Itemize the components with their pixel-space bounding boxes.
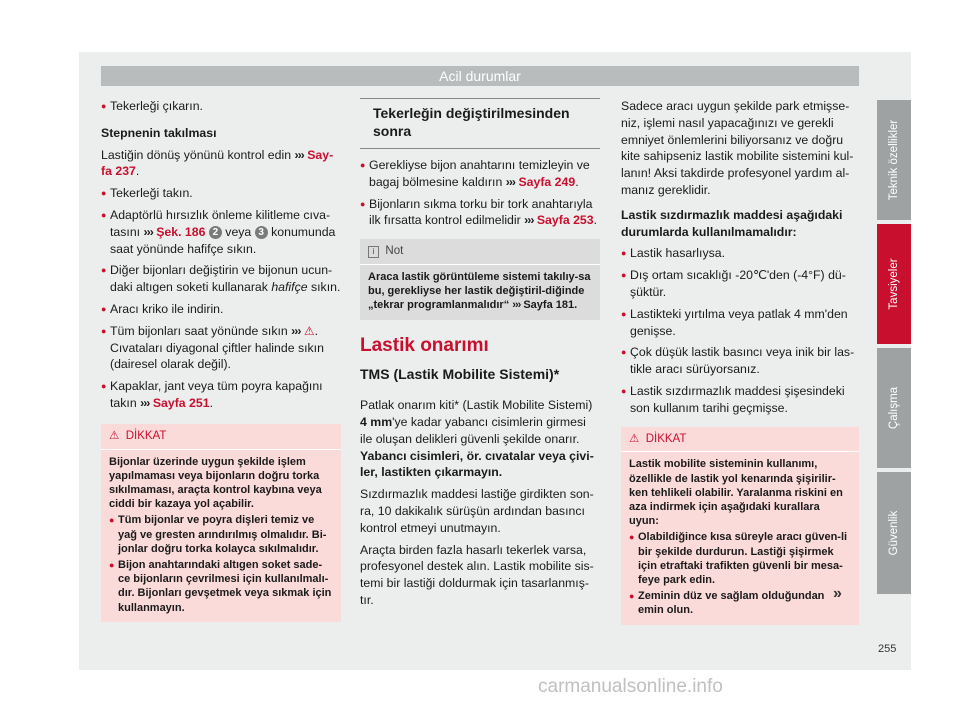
bullet-caps: ● Kapaklar, jant veya tüm poyra kapağını takın ››› Sayfa 251. [101,378,341,412]
tab-safety[interactable]: Güvenlik [877,472,911,594]
heading-do-not-use: Lastik sızdırmazlık maddesi aşağıdaki durumlarda kullanılmamalıdır: [621,207,843,239]
note-text: Araca lastik görüntüleme sistemi takılıy-sa bu, gerekliyse her lastik değiştiril-diğinde „tekrar programlanmalıdır“ [368,270,591,312]
link-page-251[interactable]: Sayfa 251 [152,395,210,410]
column-3 [621,98,859,625]
warning-triangle-icon: ⚠ [109,429,120,442]
bullet-damaged: ● Lastik hasarlıysa. [621,245,859,262]
warning-bullet-2: ● Zeminin düz ve sağlam olduğundan emin olun. [629,589,851,617]
link-page-253[interactable]: Sayfa 253 [536,213,594,228]
note-icon: i [368,246,379,258]
link-page-237[interactable]: Say-fa 237 [101,147,334,179]
bullet-other-bolts: ● Diğer bijonları değiştirin ve bijonun ucun-daki altıgen soketi kullanarak hafifçe sıkın. [101,262,341,296]
page-number: 255 [878,643,897,655]
bullet-low-pressure: ● Çok düşük lastik basıncı veya inik bir las-tikle aracı sürüyorsanız. [621,344,859,378]
link-fig-186[interactable]: Şek. 186 [156,224,206,239]
bullet-cut-size: ● Lastikteki yırtılma veya patlak 4 mm'den genişse. [621,306,859,340]
warning-bullet-1: ● Tüm bijonlar ve poyra dişleri temiz ve yağ ve gresten arındırılmış olmalıdır. Bi-jonlar doğru torka kolayca sıkılmalıdır. [109,513,333,556]
page-header: Acil durumlar [101,66,859,86]
watermark: carmanualsonline.info [538,676,723,697]
bullet-clean-wrench: ● Gerekliyse bijon anahtarını temizleyin ve bagaj bölmesine kaldırın ››› Sayfa 249. [360,157,600,191]
warning-bullet-1: ● Olabildiğince kısa süreyle aracı güven-li bir şekilde durdurun. Lastiği şişirmek için etraftaki trafikten güvenli bir mesa-feye park edin. [629,530,851,587]
link-page-249[interactable]: Sayfa 249 [518,174,576,189]
section-title-after-change: Tekerleğin değiştirilmesinden sonra [360,98,600,149]
heading-tms: TMS (Lastik Mobilite Sistemi)* [360,366,560,383]
continue-icon: » [833,585,842,602]
warning-header: ⚠ DİKKAT [101,424,341,450]
callout-3: 3 [255,226,268,239]
column-2 [360,98,600,614]
bullet-temperature: ● Dış ortam sıcaklığı -20℃'den (-4°F) dü-şüktür. [621,267,859,301]
paragraph-sealant: Sızdırmazlık maddesi lastiğe girdikten son-ra, 10 dakikalık sürüşün ardından basıncı kontrol etmeyi unutmayın. [360,487,594,535]
heading-spare-fitting: Stepnenin takılması [101,125,217,140]
tab-recommendations[interactable]: Tavsiyeler [877,224,911,344]
heading-tire-repair: Lastik onarımı [360,334,489,356]
warning-triangle-icon: ⚠ [629,432,640,445]
column-1 [101,98,341,622]
warning-bullet-2: ● Bijon anahtarındaki altıgen soket sade-ce bijonların çevrilmesi için kullanılmalı-dır. Bijonları gevşetmek veya sıkmak için kullanmayın. [109,558,333,615]
bullet-tighten-all: ● Tüm bijonları saat yönünde sıkın ››› ⚠. Cıvataları diyagonal çiftler halinde sıkın (dairesel olarak değil). [101,323,341,373]
callout-2: 2 [209,226,222,239]
bullet-check-torque: ● Bijonların sıkma torku bir tork anahtarıyla ilk fırsatta kontrol edilmelidir ››› Sayfa 253. [360,196,600,230]
warning-text: Bijonlar üzerinde uygun şekilde işlem yapılmaması veya bijonların doğru torka sıkılmaması, araçta kontrol kaybına veya ciddi bir kazaya yol açabilir. [109,455,322,511]
paragraph-rotation: Lastiğin dönüş yönünü kontrol edin ››› Say-fa 237. [101,147,334,179]
tab-technical[interactable]: Teknik özellikler [877,100,911,220]
warning-box-mobility [621,427,859,625]
bullet-remove-wheel: ● Tekerleği çıkarın. [101,98,341,115]
link-page-181[interactable]: Sayfa 181 [523,299,575,312]
warning-text: Lastik mobilite sisteminin kullanımı, özellikle de lastik yol kenarında şişirilir-ken tehlikeli olabilir. Yaralanma riskini en aza indirmek için aşağıdaki kurallara uyun: [629,458,843,528]
bullet-lower-jack: ● Aracı kriko ile indirin. [101,301,341,318]
warning-header: ⚠ DİKKAT [621,427,859,453]
warning-box-bolts [101,424,341,622]
paragraph-usage-conditions: Sadece aracı uygun şekilde park etmişse-niz, işlemi nasıl yapacağınızı ve gerekli emniyet önlemlerini biliyorsanız ve doğru kite sahipseniz lastik mobilite sistemini kul-lanın! Aksi takdirde profesyonel yardım al-manız gereklidir. [621,99,854,197]
paragraph-kit: Patlak onarım kiti* (Lastik Mobilite Sistemi) 4 mm'ye kadar yabancı cisimlerin girmesi ile oluşan delikleri güvenli şekilde onarır. Yabancı cisimleri, ör. cıvatalar veya çivi-ler, lastikten çıkarmayın. [360,398,594,480]
bullet-fit-wheel: ● Tekerleği takın. [101,185,341,202]
paragraph-multiple-damage: Araçta birden fazla hasarlı tekerlek varsa, profesyonel destek alın. Lastik mobilite sis-temi bir lastiği doldurmak için tasarlanmış-tır. [360,542,594,607]
warning-triangle-icon: ⚠ [303,323,315,338]
bullet-expiry: ● Lastik sızdırmazlık maddesi şişesindeki son kullanım tarihi geçmişse. [621,383,859,417]
bullet-antitheft-bolt: ● Adaptörlü hırsızlık önleme kilitleme cıva-tasını ››› Şek. 186 2 veya 3 konumunda saat yönünde hafifçe sıkın. [101,207,341,257]
note-box: i Not Araca lastik görüntüleme sistemi takılıy-sa bu, gerekliyse her lastik değiştiril-diğinde „tekrar programlanmalıdır“ ››› Sayfa 181. [360,239,600,319]
tab-operation[interactable]: Çalışma [877,348,911,468]
note-header: i Not [360,239,600,265]
